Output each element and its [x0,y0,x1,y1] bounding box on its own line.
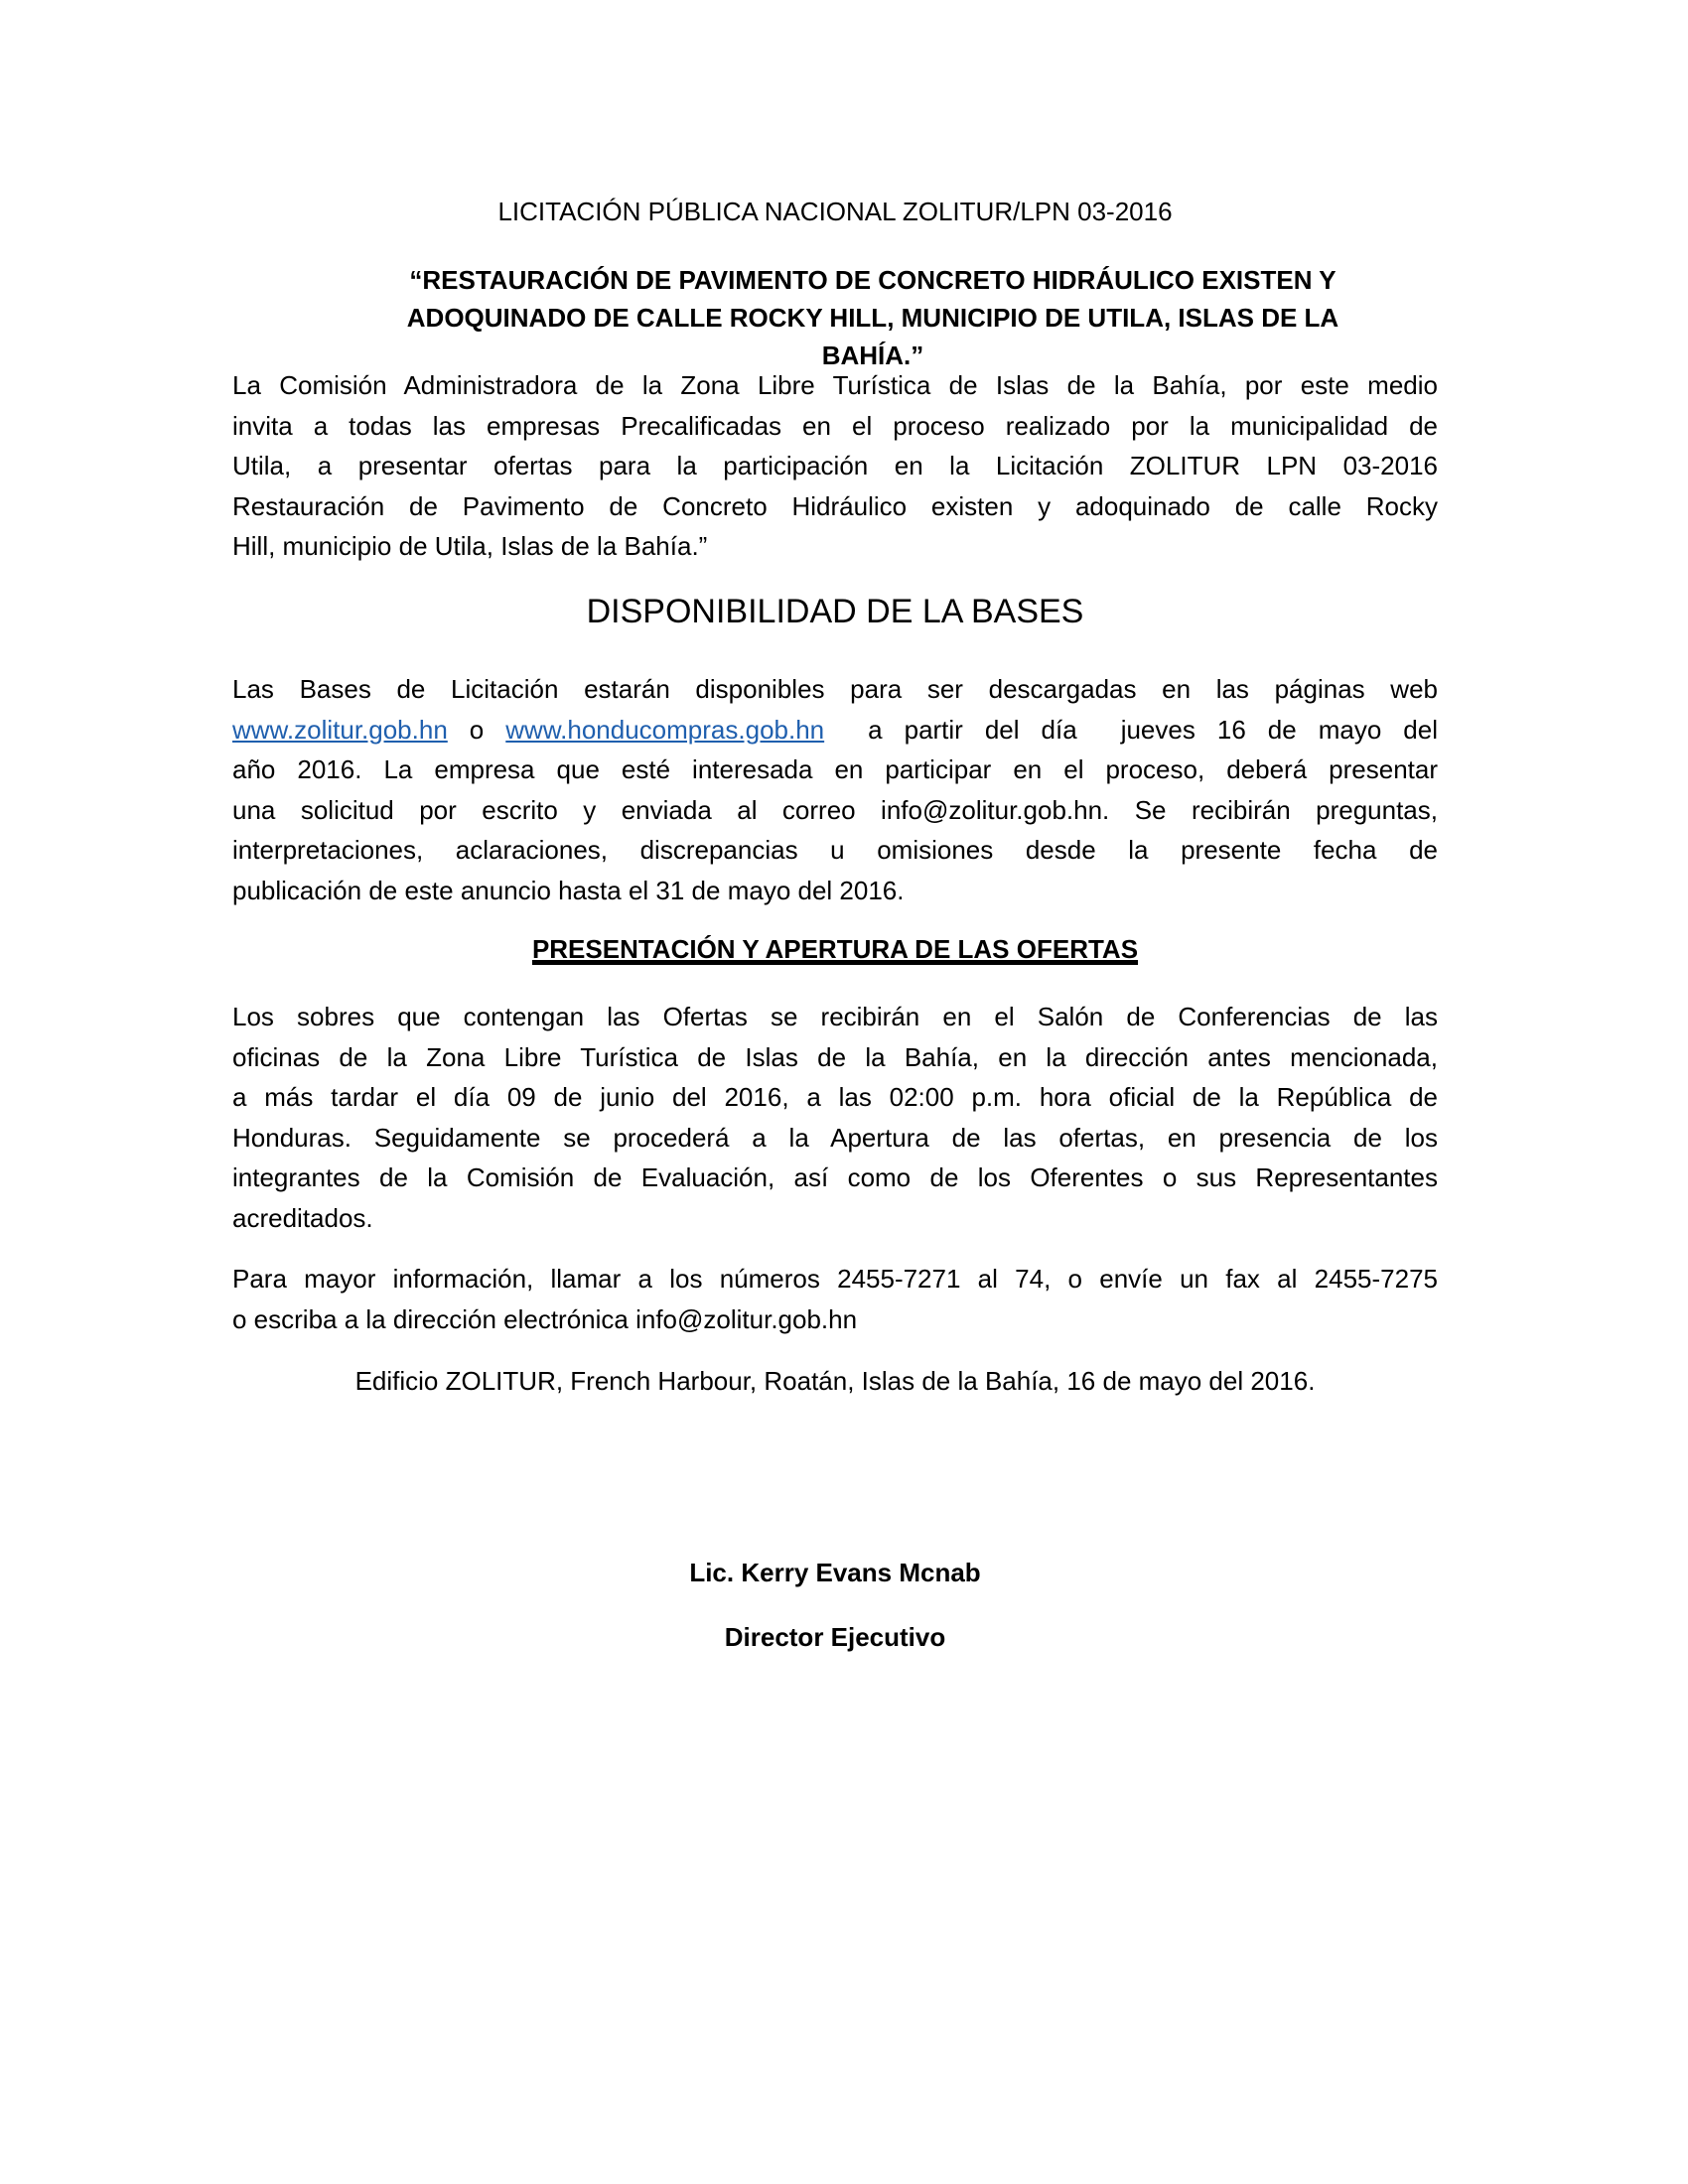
paragraph-line: integrantes de la Comisión de Evaluación, así como de los Oferentes o sus Representantes [232,1162,1438,1192]
paragraph-line: oficinas de la Zona Libre Turística de Islas de la Bahía, en la dirección antes mencionada, [232,1041,1438,1072]
paragraph-line: una solicitud por escrito y enviada al correo info@zolitur.gob.hn. Se recibirán preguntas, [232,794,1438,825]
paragraph-line: Los sobres que contengan las Ofertas se recibirán en el Salón de Conferencias de las [232,1002,1438,1031]
paragraph-line: La Comisión Administradora de la Zona Libre Turística de Islas de la Bahía, por este medio [232,370,1438,400]
paragraph-line: a más tardar el día 09 de junio del 2016, a las 02:00 p.m. hora oficial de la República de [232,1082,1438,1112]
paragraph-line-with-links [232,710,1438,751]
paragraph-line: Las Bases de Licitación estarán disponibles para ser descargadas en las páginas web [232,674,1438,704]
paragraph-line: Restauración de Pavimento de Concreto Hidráulico existen y adoquinado de calle Rocky [232,490,1438,521]
paragraph-text: a partir del día jueves 16 de mayo del [824,714,1438,745]
paragraph-line: o escriba a la dirección electrónica info@zolitur.gob.hn [232,1303,858,1334]
signatory-role: Director Ejecutivo [724,1622,946,1652]
project-title [308,261,1438,374]
opening-paragraph [232,997,1438,1238]
paragraph-line: Utila, a presentar ofertas para la participación en la Licitación ZOLITUR LPN 03-2016 [232,451,1438,480]
opening-heading-text: PRESENTACIÓN Y APERTURA DE LAS OFERTAS [531,934,1139,964]
project-title-line: BAHÍA.” [821,341,924,370]
link-connector: o [447,714,506,745]
intro-paragraph [232,365,1438,567]
paragraph-line: Honduras. Seguidamente se procederá a la Apertura de las ofertas, en presencia de los [232,1122,1438,1153]
opening-heading [232,931,1438,967]
availability-heading: DISPONIBILIDAD DE LA BASES [586,593,1084,630]
signatory-name: Lic. Kerry Evans Mcnab [689,1558,981,1587]
paragraph-line: acreditados. [232,1202,373,1233]
project-title-line: “RESTAURACIÓN DE PAVIMENTO DE CONCRETO HIDRÁULICO EXISTEN Y [409,265,1336,295]
location-date: Edificio ZOLITUR, French Harbour, Roatán, Islas de la Bahía, 16 de mayo del 2016. [354,1366,1316,1396]
paragraph-line: publicación de este anuncio hasta el 31 de mayo del 2016. [232,875,905,905]
contact-paragraph [232,1259,1438,1339]
honducompras-website-link[interactable]: www.honducompras.gob.hn [505,714,825,745]
paragraph-line: Para mayor información, llamar a los números 2455-7271 al 74, o envíe un fax al 2455-7275 [232,1264,1438,1294]
paragraph-line: año 2016. La empresa que esté interesada en participar en el proceso, deberá presentar [232,754,1438,784]
zolitur-website-link[interactable]: www.zolitur.gob.hn [232,714,448,745]
availability-paragraph [232,669,1438,910]
tender-title: LICITACIÓN PÚBLICA NACIONAL ZOLITUR/LPN 03-2016 [497,197,1173,226]
project-title-line: ADOQUINADO DE CALLE ROCKY HILL, MUNICIPIO DE UTILA, ISLAS DE LA [406,303,1339,333]
paragraph-line: invita a todas las empresas Precalificadas en el proceso realizado por la municipalidad de [232,410,1438,441]
paragraph-line: Hill, municipio de Utila, Islas de la Bahía.” [232,531,708,561]
paragraph-line: interpretaciones, aclaraciones, discrepancias u omisiones desde la presente fecha de [232,835,1438,865]
